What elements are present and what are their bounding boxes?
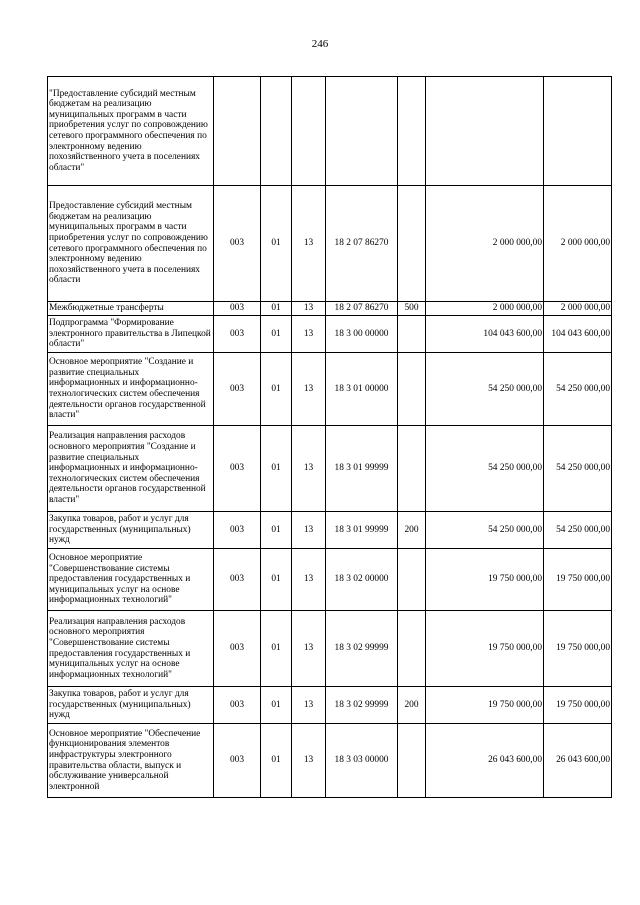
sum2-cell: 26 043 600,00 <box>544 724 612 798</box>
table-row <box>48 611 612 687</box>
vr-cell <box>398 186 426 302</box>
pr-cell <box>292 77 326 186</box>
sum1-cell: 54 250 000,00 <box>426 426 544 512</box>
vr-cell: 200 <box>398 512 426 549</box>
ved-cell: 003 <box>214 316 261 353</box>
sum2-cell: 54 250 000,00 <box>544 426 612 512</box>
csr-cell <box>326 77 398 186</box>
table-row <box>48 353 612 426</box>
ved-cell: 003 <box>214 687 261 724</box>
pr-cell: 13 <box>292 316 326 353</box>
csr-cell: 18 3 03 00000 <box>326 724 398 798</box>
pr-cell: 13 <box>292 302 326 316</box>
csr-cell: 18 3 01 99999 <box>326 426 398 512</box>
ved-cell: 003 <box>214 353 261 426</box>
ved-cell: 003 <box>214 426 261 512</box>
sum2-cell: 19 750 000,00 <box>544 549 612 611</box>
pr-cell: 13 <box>292 687 326 724</box>
row-name-cell: Основное мероприятие "Обеспечение функционирования элементов инфраструктуры электронного правительства области, выпуск и обслуживание универсальной электронной <box>48 724 214 798</box>
sum1-cell: 19 750 000,00 <box>426 687 544 724</box>
vr-cell: 200 <box>398 687 426 724</box>
sum2-cell: 2 000 000,00 <box>544 186 612 302</box>
table-row <box>48 302 612 316</box>
table-row <box>48 687 612 724</box>
sum2-cell: 54 250 000,00 <box>544 353 612 426</box>
row-name-cell: Основное мероприятие "Создание и развитие специальных информационных и информационно-технологических систем обеспечения деятельности органов государственной власти" <box>48 353 214 426</box>
rz-cell: 01 <box>261 611 292 687</box>
sum2-cell: 19 750 000,00 <box>544 611 612 687</box>
ved-cell: 003 <box>214 186 261 302</box>
rz-cell: 01 <box>261 426 292 512</box>
rz-cell: 01 <box>261 724 292 798</box>
sum2-cell: 19 750 000,00 <box>544 687 612 724</box>
sum2-cell: 2 000 000,00 <box>544 302 612 316</box>
csr-cell: 18 2 07 86270 <box>326 186 398 302</box>
rz-cell: 01 <box>261 353 292 426</box>
csr-cell: 18 3 02 99999 <box>326 611 398 687</box>
ved-cell <box>214 77 261 186</box>
row-name-cell: Реализация направления расходов основного мероприятия "Создание и развитие специальных информационных и информационно-технологических систем обеспечения деятельности органов государственной власти" <box>48 426 214 512</box>
pr-cell: 13 <box>292 186 326 302</box>
sum1-cell: 2 000 000,00 <box>426 302 544 316</box>
sum1-cell: 54 250 000,00 <box>426 353 544 426</box>
ved-cell: 003 <box>214 724 261 798</box>
csr-cell: 18 2 07 86270 <box>326 302 398 316</box>
pr-cell: 13 <box>292 724 326 798</box>
table-row <box>48 426 612 512</box>
csr-cell: 18 3 00 00000 <box>326 316 398 353</box>
pr-cell: 13 <box>292 512 326 549</box>
rz-cell: 01 <box>261 316 292 353</box>
rz-cell: 01 <box>261 549 292 611</box>
pr-cell: 13 <box>292 549 326 611</box>
sum1-cell: 19 750 000,00 <box>426 611 544 687</box>
table-row <box>48 549 612 611</box>
vr-cell: 500 <box>398 302 426 316</box>
pr-cell: 13 <box>292 426 326 512</box>
row-name-cell: Предоставление субсидий местным бюджетам на реализацию муниципальных программ в части приобретения услуг по сопровождению сетевого программного обеспечения по электронному ведению похозяйственного учета в поселениях области <box>48 186 214 302</box>
page-number: 246 <box>311 38 329 50</box>
sum2-cell: 54 250 000,00 <box>544 512 612 549</box>
row-name-cell: Подпрограмма "Формирование электронного правительства в Липецкой области" <box>48 316 214 353</box>
vr-cell <box>398 724 426 798</box>
vr-cell <box>398 77 426 186</box>
budget-table <box>47 76 612 798</box>
pr-cell: 13 <box>292 353 326 426</box>
sum1-cell: 2 000 000,00 <box>426 186 544 302</box>
rz-cell: 01 <box>261 186 292 302</box>
pr-cell: 13 <box>292 611 326 687</box>
row-name-cell: "Предоставление субсидий местным бюджетам на реализацию муниципальных программ в части приобретения услуг по сопровождению сетевого программного обеспечения по электронному ведению похозяйственного учета в поселениях области" <box>48 77 214 186</box>
table-row <box>48 512 612 549</box>
row-name-cell: Закупка товаров, работ и услуг для государственных (муниципальных) нужд <box>48 512 214 549</box>
table-row <box>48 316 612 353</box>
ved-cell: 003 <box>214 611 261 687</box>
rz-cell: 01 <box>261 512 292 549</box>
table-row <box>48 186 612 302</box>
vr-cell <box>398 426 426 512</box>
vr-cell <box>398 316 426 353</box>
csr-cell: 18 3 01 00000 <box>326 353 398 426</box>
sum1-cell: 54 250 000,00 <box>426 512 544 549</box>
sum1-cell: 19 750 000,00 <box>426 549 544 611</box>
ved-cell: 003 <box>214 302 261 316</box>
sum2-cell: 104 043 600,00 <box>544 316 612 353</box>
ved-cell: 003 <box>214 512 261 549</box>
row-name-cell: Межбюджетные трансферты <box>48 302 214 316</box>
table-row <box>48 77 612 186</box>
rz-cell: 01 <box>261 302 292 316</box>
csr-cell: 18 3 02 99999 <box>326 687 398 724</box>
csr-cell: 18 3 01 99999 <box>326 512 398 549</box>
ved-cell: 003 <box>214 549 261 611</box>
sum1-cell <box>426 77 544 186</box>
rz-cell: 01 <box>261 687 292 724</box>
vr-cell <box>398 353 426 426</box>
vr-cell <box>398 549 426 611</box>
sum1-cell: 104 043 600,00 <box>426 316 544 353</box>
sum1-cell: 26 043 600,00 <box>426 724 544 798</box>
rz-cell <box>261 77 292 186</box>
csr-cell: 18 3 02 00000 <box>326 549 398 611</box>
vr-cell <box>398 611 426 687</box>
sum2-cell <box>544 77 612 186</box>
row-name-cell: Закупка товаров, работ и услуг для государственных (муниципальных) нужд <box>48 687 214 724</box>
table-row <box>48 724 612 798</box>
row-name-cell: Основное мероприятие "Совершенствование системы предоставления государственных и муниципальных услуг на основе информационных технологий" <box>48 549 214 611</box>
row-name-cell: Реализация направления расходов основного мероприятия "Совершенствование системы предоставления государственных и муниципальных услуг на основе информационных технологий" <box>48 611 214 687</box>
